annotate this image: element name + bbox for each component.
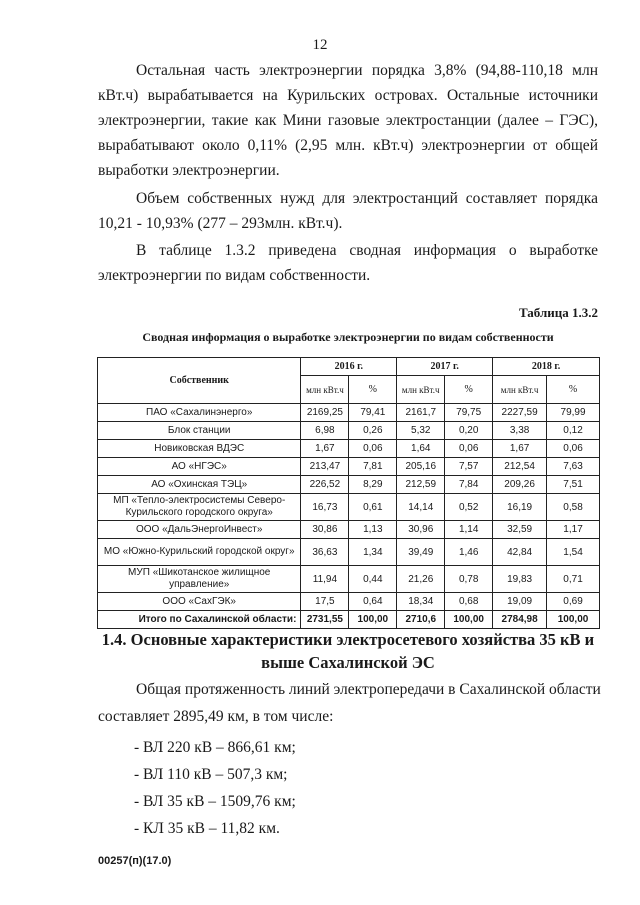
value-cell: 2710,6 (397, 611, 445, 629)
unit-header: млн кВт.ч (397, 376, 445, 404)
owner-cell: ПАО «Сахалинэнерго» (98, 404, 301, 422)
value-cell: 39,49 (397, 539, 445, 566)
value-cell: 0,26 (349, 422, 397, 440)
table-row (98, 521, 600, 539)
owner-cell: МП «Тепло-электросистемы Северо-Курильского городского округа» (98, 494, 301, 521)
table-label: Таблица 1.3.2 (518, 305, 598, 320)
value-cell: 1,67 (493, 440, 547, 458)
table-row (98, 440, 600, 458)
value-cell: 205,16 (397, 458, 445, 476)
value-cell: 0,64 (349, 593, 397, 611)
value-cell: 8,29 (349, 476, 397, 494)
value-cell: 0,69 (547, 593, 600, 611)
value-cell: 5,32 (397, 422, 445, 440)
table-row (98, 593, 600, 611)
paragraph-2: Объем собственных нужд для электростанций составляет порядка 10,21 - 10,93% (277 – 293млн. кВт.ч). (98, 190, 598, 232)
value-cell: 79,41 (349, 404, 397, 422)
value-cell: 0,78 (445, 566, 493, 593)
value-cell: 1,64 (397, 440, 445, 458)
value-cell: 6,98 (301, 422, 349, 440)
value-cell: 0,68 (445, 593, 493, 611)
value-cell: 19,09 (493, 593, 547, 611)
unit-header: млн кВт.ч (301, 376, 349, 404)
value-cell: 0,12 (547, 422, 600, 440)
value-cell: 1,14 (445, 521, 493, 539)
value-cell: 7,63 (547, 458, 600, 476)
value-cell: 7,57 (445, 458, 493, 476)
value-cell: 7,84 (445, 476, 493, 494)
value-cell: 1,17 (547, 521, 600, 539)
value-cell: 2227,59 (493, 404, 547, 422)
value-cell: 0,06 (349, 440, 397, 458)
owner-cell: ООО «СахГЭК» (98, 593, 301, 611)
value-cell: 0,52 (445, 494, 493, 521)
value-cell: 32,59 (493, 521, 547, 539)
value-cell: 0,06 (445, 440, 493, 458)
value-cell: 79,75 (445, 404, 493, 422)
owner-cell: ООО «ДальЭнергоИнвест» (98, 521, 301, 539)
page-number: 12 (312, 37, 328, 53)
unit-header: % (349, 376, 397, 404)
value-cell: 0,61 (349, 494, 397, 521)
table-row (98, 476, 600, 494)
value-cell: 213,47 (301, 458, 349, 476)
line-item: - ВЛ 220 кВ – 866,61 км; (134, 739, 296, 756)
owner-cell: Итого по Сахалинской области: (98, 611, 301, 629)
line-item: - ВЛ 110 кВ – 507,3 км; (134, 766, 288, 783)
value-cell: 2169,25 (301, 404, 349, 422)
value-cell: 212,59 (397, 476, 445, 494)
value-cell: 16,19 (493, 494, 547, 521)
value-cell: 36,63 (301, 539, 349, 566)
line-item: - КЛ 35 кВ – 11,82 км. (134, 820, 280, 837)
value-cell: 42,84 (493, 539, 547, 566)
owner-cell: МУП «Шикотанское жилищное управление» (98, 566, 301, 593)
value-cell: 2161,7 (397, 404, 445, 422)
value-cell: 1,67 (301, 440, 349, 458)
value-cell: 1,46 (445, 539, 493, 566)
table-row (98, 566, 600, 593)
lines-intro: Общая протяженность линий электропередачи в Сахалинской области (136, 681, 601, 698)
value-cell: 19,83 (493, 566, 547, 593)
value-cell: 212,54 (493, 458, 547, 476)
lines-intro-cont: составляет 2895,49 км, в том числе: (98, 708, 334, 725)
value-cell: 100,00 (349, 611, 397, 629)
year-header: 2017 г. (397, 358, 493, 376)
table-row (98, 404, 600, 422)
paragraph-3: В таблице 1.3.2 приведена сводная информация о выработке электроэнергии по видам собственности. (98, 242, 598, 284)
value-cell: 2731,55 (301, 611, 349, 629)
value-cell: 14,14 (397, 494, 445, 521)
value-cell: 1,34 (349, 539, 397, 566)
value-cell: 226,52 (301, 476, 349, 494)
value-cell: 100,00 (547, 611, 600, 629)
section-heading: 1.4. Основные характеристики электросетевого хозяйства 35 кВ и выше Сахалинской ЭС (101, 630, 595, 672)
value-cell: 0,06 (547, 440, 600, 458)
value-cell: 1,13 (349, 521, 397, 539)
value-cell: 79,99 (547, 404, 600, 422)
value-cell: 2784,98 (493, 611, 547, 629)
owner-cell: Блок станции (98, 422, 301, 440)
col-owner-header: Собственник (98, 358, 301, 404)
value-cell: 0,58 (547, 494, 600, 521)
value-cell: 0,71 (547, 566, 600, 593)
value-cell: 7,51 (547, 476, 600, 494)
value-cell: 11,94 (301, 566, 349, 593)
value-cell: 17,5 (301, 593, 349, 611)
value-cell: 7,81 (349, 458, 397, 476)
unit-header: % (445, 376, 493, 404)
unit-header: % (547, 376, 600, 404)
value-cell: 16,73 (301, 494, 349, 521)
document-code: 00257(п)(17.0) (98, 855, 172, 867)
table-row (98, 494, 600, 521)
value-cell: 21,26 (397, 566, 445, 593)
paragraph-1: Остальная часть электроэнергии порядка 3,8% (94,88-110,18 млн кВт.ч) вырабатывается на Курильских островах. Остальные источники электроэнергии, такие как Мини газовые электростанции (далее – ГЭС), вырабатывают около 0,11% (2,95 млн. кВт.ч) электроэнергии от общей выработки электроэнергии. (98, 62, 598, 179)
total-row (98, 611, 600, 629)
value-cell: 209,26 (493, 476, 547, 494)
owner-cell: АО «Охинская ТЭЦ» (98, 476, 301, 494)
value-cell: 18,34 (397, 593, 445, 611)
ownership-table (97, 357, 600, 629)
owner-cell: Новиковская ВДЭС (98, 440, 301, 458)
value-cell: 3,38 (493, 422, 547, 440)
table-row (98, 458, 600, 476)
table-row (98, 422, 600, 440)
owner-cell: МО «Южно-Курильский городской округ» (98, 539, 301, 566)
value-cell: 100,00 (445, 611, 493, 629)
value-cell: 30,86 (301, 521, 349, 539)
unit-header: млн кВт.ч (493, 376, 547, 404)
year-header: 2018 г. (493, 358, 600, 376)
table-title: Сводная информация о выработке электроэнергии по видам собственности (142, 330, 554, 344)
value-cell: 1,54 (547, 539, 600, 566)
table-row (98, 539, 600, 566)
owner-cell: АО «НГЭС» (98, 458, 301, 476)
value-cell: 30,96 (397, 521, 445, 539)
year-header: 2016 г. (301, 358, 397, 376)
value-cell: 0,44 (349, 566, 397, 593)
value-cell: 0,20 (445, 422, 493, 440)
line-item: - ВЛ 35 кВ – 1509,76 км; (134, 793, 296, 810)
